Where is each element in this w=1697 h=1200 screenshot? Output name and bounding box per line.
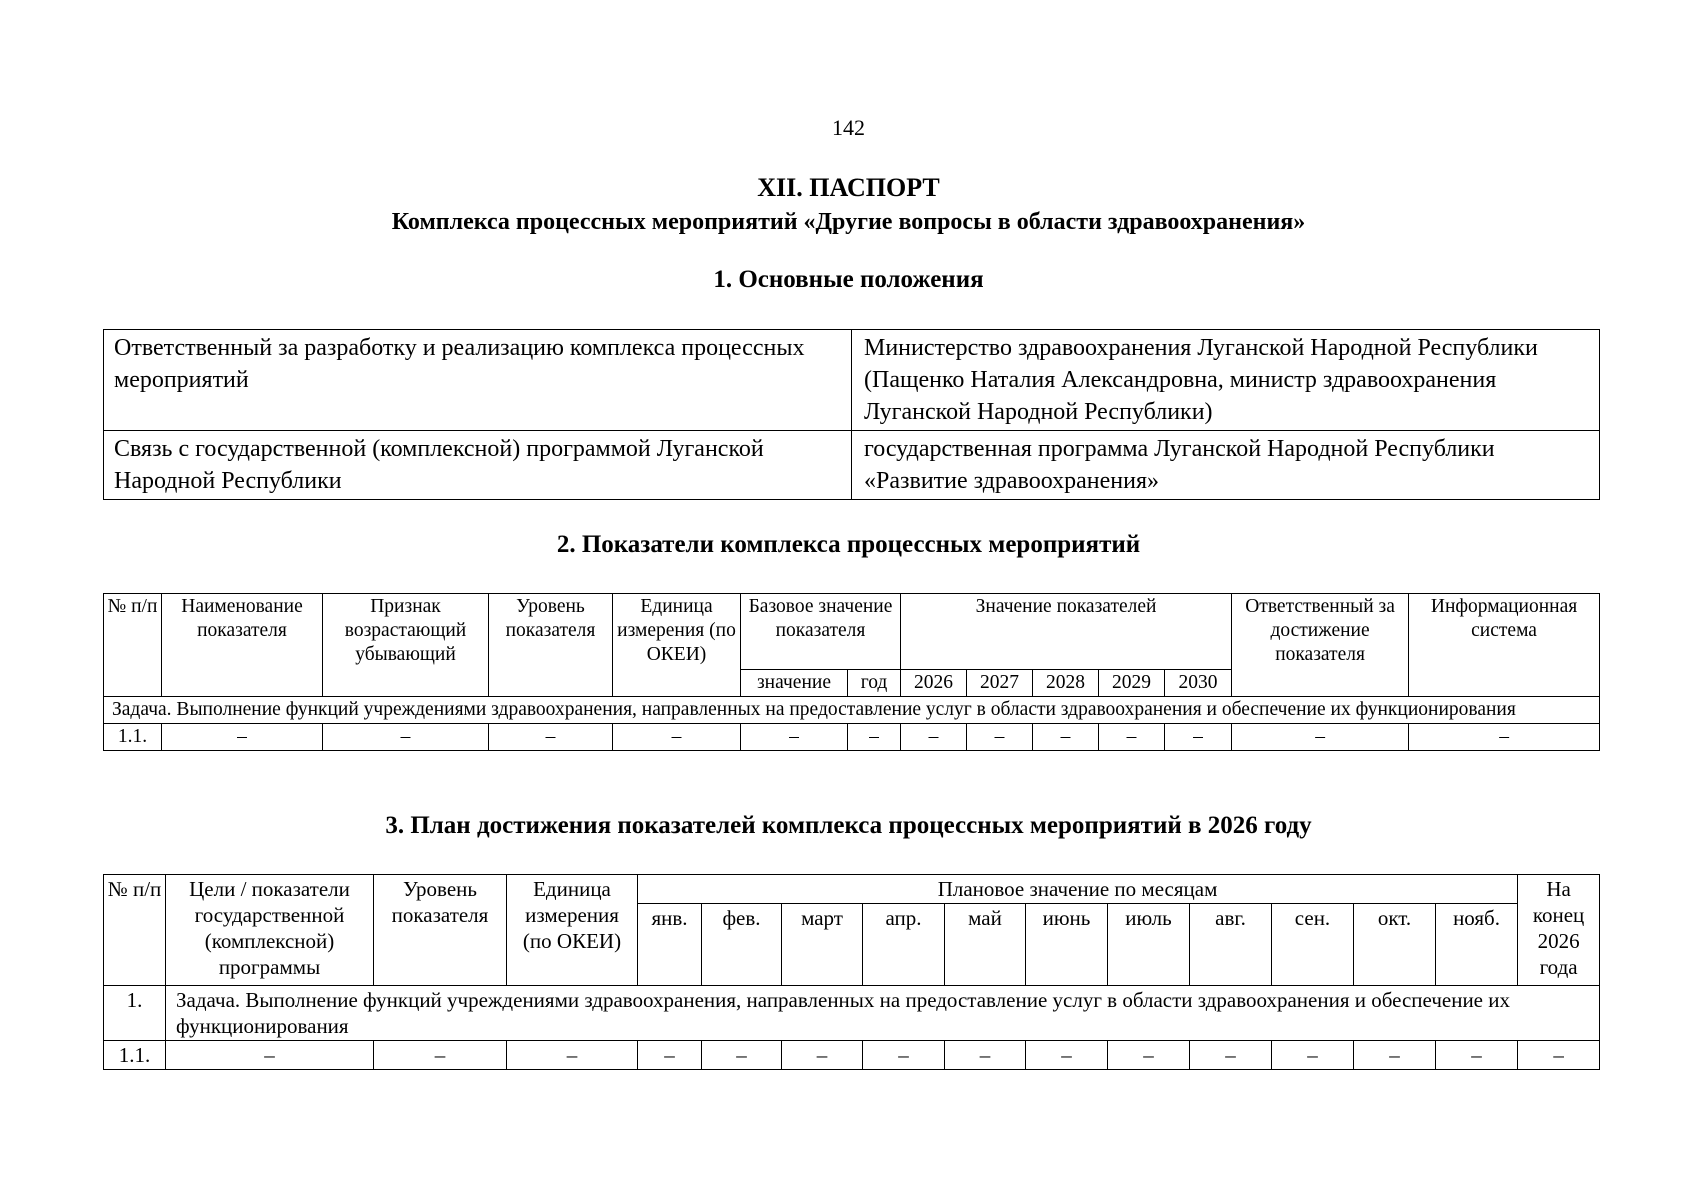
col-values-header: Значение показателей: [901, 594, 1232, 670]
cell-dash: –: [613, 724, 741, 751]
plan-table: [103, 874, 1600, 1070]
cell-dash: –: [1026, 1041, 1108, 1070]
col-month-header: нояб.: [1436, 904, 1518, 986]
col-end-header: На конец 2026 года: [1518, 875, 1600, 986]
col-unit-header: Единица измерения (по ОКЕИ): [613, 594, 741, 697]
section2-heading: 2. Показатели комплекса процессных мероприятий: [556, 531, 1141, 558]
cell-dash: –: [945, 1041, 1026, 1070]
cell-dash: –: [1165, 724, 1232, 751]
col-trend-header: Признак возрастающий убывающий: [323, 594, 489, 697]
col-month-header: фев.: [702, 904, 782, 986]
cell-dash: –: [1108, 1041, 1190, 1070]
task-text: Задача. Выполнение функций учреждениями здравоохранения, направленных на предоставление услуг в области здравоохранения и обеспечение их функционирования: [104, 697, 1600, 724]
cell-dash: –: [1232, 724, 1409, 751]
cell-dash: –: [782, 1041, 863, 1070]
task-row: [104, 697, 1600, 724]
cell-dash: –: [1409, 724, 1600, 751]
col-num-header: № п/п: [104, 875, 166, 986]
col-level-header: Уровень показателя: [489, 594, 613, 697]
section3-heading: 3. План достижения показателей комплекса процессных мероприятий в 2026 году: [385, 812, 1312, 839]
col-year-header: 2028: [1033, 670, 1099, 697]
table-row: [104, 330, 1600, 431]
cell-dash: –: [1190, 1041, 1272, 1070]
table-row: [104, 1041, 1600, 1070]
indicators-table: [103, 593, 1600, 751]
row-value: Министерство здравоохранения Луганской Народной Республики (Пащенко Наталия Александровна, министр здравоохранения Луганской Народной Республики): [852, 330, 1600, 431]
col-responsible-header: Ответственный за достижение показателя: [1232, 594, 1409, 697]
col-goals-header: Цели / показатели государственной (комплексной) программы: [166, 875, 374, 986]
col-name-header: Наименование показателя: [162, 594, 323, 697]
col-system-header: Информационная система: [1409, 594, 1600, 697]
cell-dash: –: [374, 1041, 507, 1070]
col-month-header: сен.: [1272, 904, 1354, 986]
col-unit-header: Единица измерения (по ОКЕИ): [507, 875, 638, 986]
cell-dash: –: [741, 724, 848, 751]
cell-dash: –: [1436, 1041, 1518, 1070]
cell-dash: –: [702, 1041, 782, 1070]
passport-subtitle: Комплекса процессных мероприятий «Другие вопросы в области здравоохранения»: [391, 209, 1306, 235]
row-num: 1.1.: [104, 724, 162, 751]
col-year-header: 2027: [967, 670, 1033, 697]
cell-dash: –: [848, 724, 901, 751]
col-level-header: Уровень показателя: [374, 875, 507, 986]
row-num: 1.1.: [104, 1041, 166, 1070]
col-num-header: № п/п: [104, 594, 162, 697]
col-month-header: май: [945, 904, 1026, 986]
cell-dash: –: [166, 1041, 374, 1070]
row-label: Связь с государственной (комплексной) программой Луганской Народной Республики: [104, 431, 852, 500]
cell-dash: –: [967, 724, 1033, 751]
passport-title: XII. ПАСПОРТ: [757, 173, 940, 202]
col-plan-header: Плановое значение по месяцам: [638, 875, 1518, 904]
cell-dash: –: [1033, 724, 1099, 751]
header-row: [104, 594, 1600, 670]
col-month-header: март: [782, 904, 863, 986]
col-base-value-header: значение: [741, 670, 848, 697]
row-label: Ответственный за разработку и реализацию комплекса процессных мероприятий: [104, 330, 852, 431]
cell-dash: –: [1099, 724, 1165, 751]
cell-dash: –: [901, 724, 967, 751]
section1-table: [103, 329, 1600, 500]
cell-dash: –: [638, 1041, 702, 1070]
table-row: [104, 724, 1600, 751]
col-month-header: июль: [1108, 904, 1190, 986]
row-value: государственная программа Луганской Народной Республики «Развитие здравоохранения»: [852, 431, 1600, 500]
col-year-header: 2026: [901, 670, 967, 697]
cell-dash: –: [1272, 1041, 1354, 1070]
cell-dash: –: [507, 1041, 638, 1070]
col-month-header: окт.: [1354, 904, 1436, 986]
col-month-header: янв.: [638, 904, 702, 986]
col-year-header: 2029: [1099, 670, 1165, 697]
col-year-header: 2030: [1165, 670, 1232, 697]
cell-dash: –: [1518, 1041, 1600, 1070]
cell-dash: –: [162, 724, 323, 751]
task-num: 1.: [104, 986, 166, 1041]
cell-dash: –: [863, 1041, 945, 1070]
page-number: 142: [832, 115, 865, 140]
col-base-year-header: год: [848, 670, 901, 697]
col-month-header: апр.: [863, 904, 945, 986]
header-row: [104, 875, 1600, 904]
col-month-header: июнь: [1026, 904, 1108, 986]
col-base-header: Базовое значение показателя: [741, 594, 901, 670]
table-row: [104, 431, 1600, 500]
task-row: [104, 986, 1600, 1041]
col-month-header: авг.: [1190, 904, 1272, 986]
cell-dash: –: [1354, 1041, 1436, 1070]
cell-dash: –: [489, 724, 613, 751]
cell-dash: –: [323, 724, 489, 751]
section1-heading: 1. Основные положения: [713, 266, 984, 293]
task-text: Задача. Выполнение функций учреждениями здравоохранения, направленных на предоставление услуг в области здравоохранения и обеспечение их функционирования: [166, 986, 1600, 1041]
